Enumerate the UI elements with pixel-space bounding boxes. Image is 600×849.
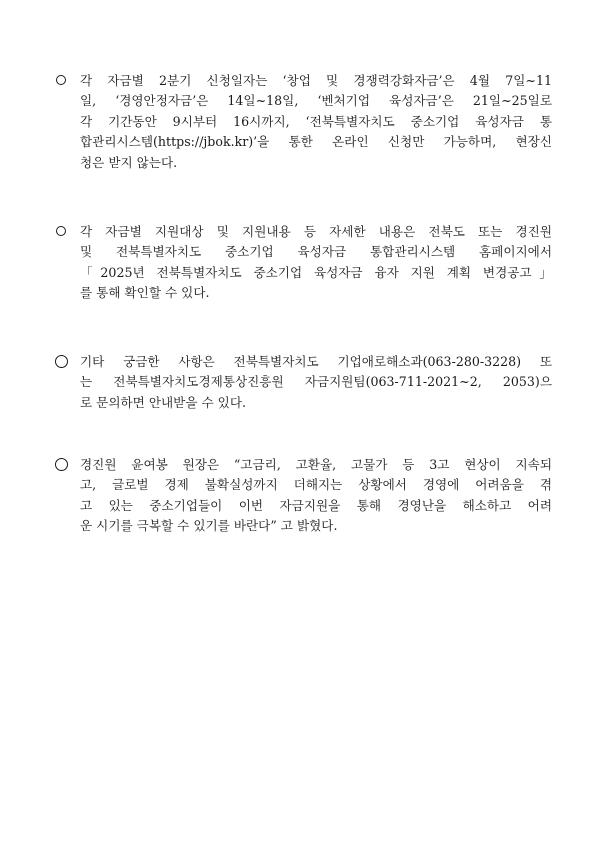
text-line: 합관리시스템(https://jbok.kr)’을 통한 온라인 신청만 가능하며, 현장신: [80, 134, 552, 150]
text-line: 각 자금별 지원대상 및 지원내용 등 자세한 내용은 전북도 또는 경진원: [80, 224, 552, 239]
text-line: 「2025년 전북특별자치도 중소기업 육성자금 융자 지원 계획 변경공고」: [80, 264, 552, 280]
paragraph-text: [80, 352, 552, 413]
circle-bullet-icon: [55, 355, 68, 368]
paragraph-support-details: [56, 222, 552, 304]
text-line: 경진원 윤여봉 원장은 “고금리, 고환율, 고물가 등 3고 현상이 지속되: [80, 457, 552, 472]
text-line: 청은 받지 않는다.: [80, 154, 178, 170]
text-line: 고 있는 중소기업들이 이번 자금지원을 통해 경영난을 해소하고 어려: [80, 497, 552, 513]
text-line: 일, ‘경영안정자금’은 14일~18일, ‘벤처기업 육성자금’은 21일~25일로: [80, 93, 552, 109]
text-line: 를 통해 확인할 수 있다.: [80, 285, 210, 301]
paragraph-contact-info: [56, 352, 552, 413]
text-line: 및 전북특별자치도 중소기업 육성자금 통합관리시스템 홈페이지에서: [80, 244, 552, 260]
circle-bullet-icon: [55, 458, 68, 471]
text-line: 운 시기를 극복할 수 있기를 바란다” 고 밝혔다.: [80, 518, 338, 534]
text-line: 로 문의하면 안내받을 수 있다.: [80, 394, 247, 410]
paragraph-text: [80, 455, 552, 537]
paragraph-text: [80, 71, 552, 173]
paragraph-text: [80, 222, 552, 304]
text-line: 기타 궁금한 사항은 전북특별자치도 기업애로해소과(063-280-3228) 또: [80, 354, 552, 369]
text-line: 는 전북특별자치도경제통상진흥원 자금지원팀(063-711-2021~2, 2053)으: [80, 374, 552, 390]
text-line: 고, 글로벌 경제 불확실성까지 더해지는 상황에서 경영에 어려움을 겪: [80, 477, 552, 493]
text-line: 각 기간동안 9시부터 16시까지, ‘전북특별자치도 중소기업 육성자금 통: [80, 113, 552, 129]
paragraph-director-quote: [56, 455, 552, 537]
text-line: 각 자금별 2분기 신청일자는 ‘창업 및 경쟁력강화자금’은 4월 7일~11: [80, 73, 552, 88]
paragraph-application-schedule: [56, 71, 552, 173]
circle-bullet-icon: [56, 75, 66, 85]
circle-bullet-icon: [56, 226, 66, 236]
